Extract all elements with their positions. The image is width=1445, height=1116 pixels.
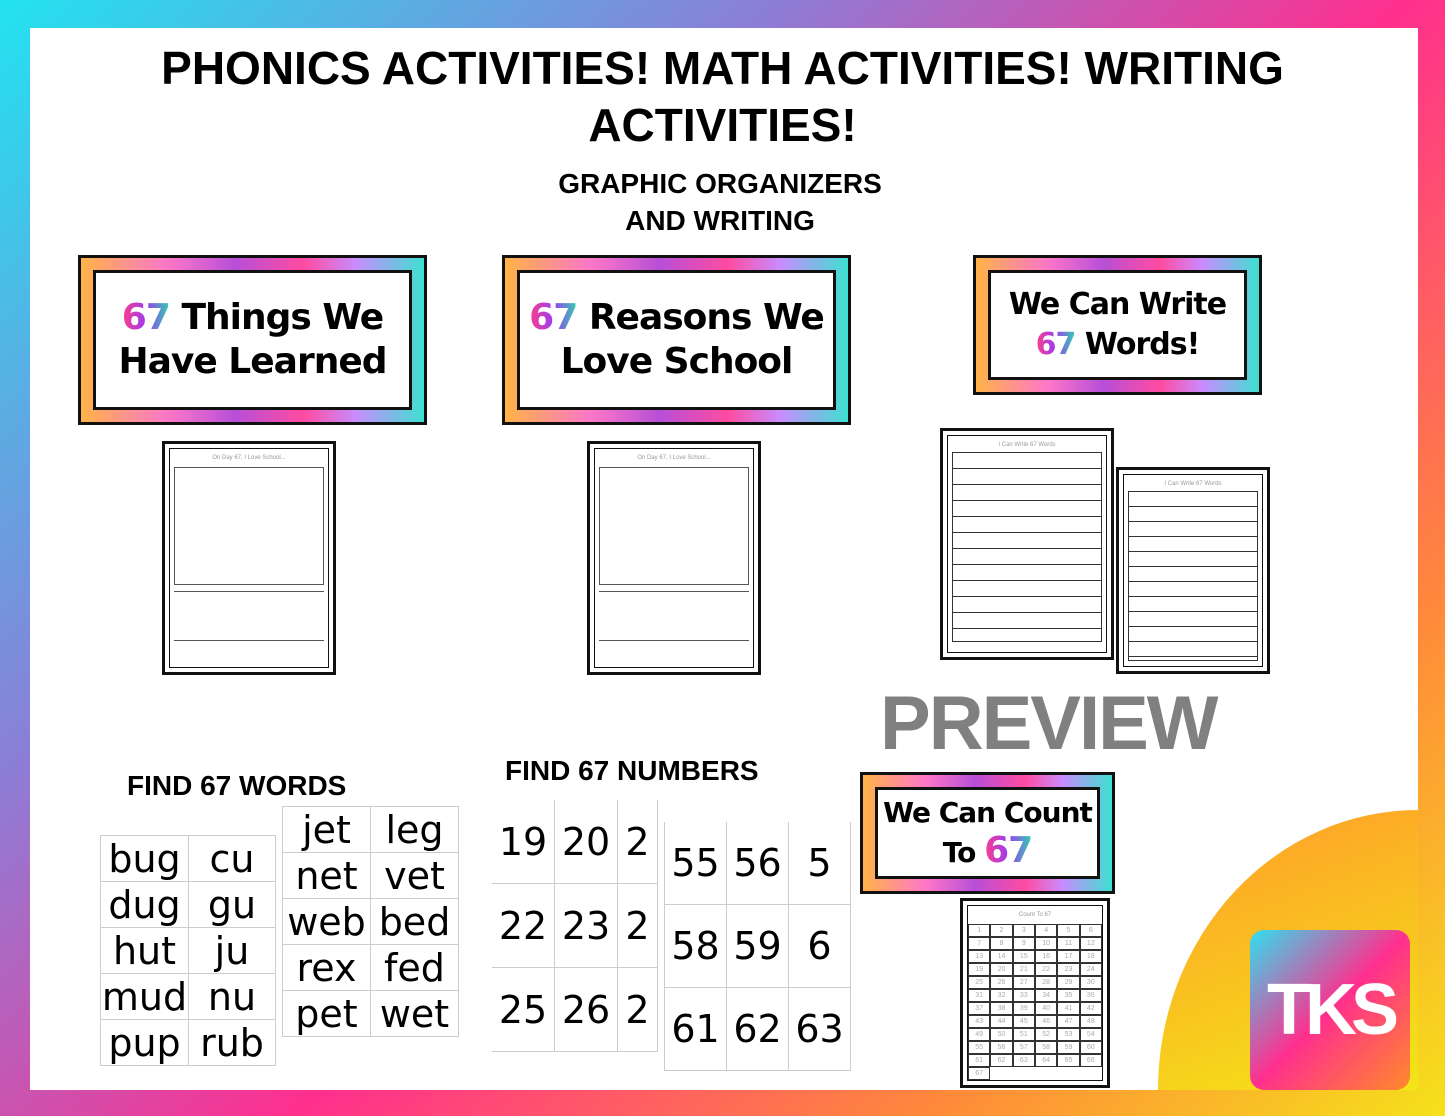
word-cards-set-1	[100, 835, 276, 1066]
worksheet-header: On Day 67, I Love School...	[637, 455, 711, 461]
card-item: 19	[492, 800, 555, 884]
banner-line-2: Have Learned	[118, 341, 387, 382]
count-cell: 12	[1080, 937, 1102, 950]
card-item: rex	[283, 945, 371, 991]
card-item: 5	[789, 822, 851, 905]
banner-line-1: We Can Count	[883, 796, 1092, 829]
count-cell: 63	[1013, 1054, 1035, 1067]
card-item: dug	[101, 882, 189, 928]
count-cell: 17	[1057, 950, 1079, 963]
card-item: 20	[555, 800, 618, 884]
worksheet-count-to-67	[960, 898, 1110, 1088]
count-cell: 23	[1057, 963, 1079, 976]
worksheet-write-words-2	[1116, 467, 1270, 674]
count-cell: 62	[990, 1054, 1012, 1067]
count-cell: 55	[968, 1041, 990, 1054]
count-cell: 47	[1057, 1015, 1079, 1028]
count-cell: 58	[1035, 1041, 1057, 1054]
count-cell: 30	[1080, 976, 1102, 989]
card-item: pup	[101, 1020, 189, 1066]
count-cell: 2	[990, 924, 1012, 937]
count-cell: 41	[1057, 1002, 1079, 1015]
count-cell: 22	[1035, 963, 1057, 976]
card-item: 23	[555, 884, 618, 968]
count-cell: 26	[990, 976, 1012, 989]
card-item: wet	[371, 991, 459, 1037]
subtitle-line-1: GRAPHIC ORGANIZERS	[558, 168, 882, 199]
card-item: 56	[727, 822, 789, 905]
worksheet-write-words-1	[940, 428, 1114, 660]
find-numbers-label: FIND 67 NUMBERS	[505, 755, 759, 786]
number-cards-set-1	[492, 800, 658, 1052]
subtitle-line-2: AND WRITING	[625, 205, 815, 236]
card-item: nu	[189, 974, 276, 1020]
count-cell: 19	[968, 963, 990, 976]
count-cell: 1	[968, 924, 990, 937]
count-cell: 65	[1057, 1054, 1079, 1067]
count-cell: 7	[968, 937, 990, 950]
count-cell: 4	[1035, 924, 1057, 937]
count-cell: 32	[990, 989, 1012, 1002]
banner-reasons-love-school	[502, 255, 851, 425]
card-item: hut	[101, 928, 189, 974]
card-item: web	[283, 899, 371, 945]
count-cell: 46	[1035, 1015, 1057, 1028]
count-cell: 44	[990, 1015, 1012, 1028]
count-cell: 38	[990, 1002, 1012, 1015]
count-cell: 42	[1080, 1002, 1102, 1015]
card-item: 55	[665, 822, 727, 905]
card-item: 26	[555, 968, 618, 1052]
card-item: gu	[189, 882, 276, 928]
count-cell: 31	[968, 989, 990, 1002]
count-cell: 6	[1080, 924, 1102, 937]
count-cell: 16	[1035, 950, 1057, 963]
count-cell: 15	[1013, 950, 1035, 963]
word-cards-set-2	[282, 806, 459, 1037]
card-item: 22	[492, 884, 555, 968]
count-cell: 40	[1035, 1002, 1057, 1015]
card-item: 2	[618, 968, 658, 1052]
count-cell: 45	[1013, 1015, 1035, 1028]
count-cell: 53	[1057, 1028, 1079, 1041]
count-cell: 37	[968, 1002, 990, 1015]
count-cell: 43	[968, 1015, 990, 1028]
card-item: jet	[283, 807, 371, 853]
banner-line-2: Words!	[1084, 327, 1200, 362]
count-cell: 54	[1080, 1028, 1102, 1041]
banner-things-learned	[78, 255, 427, 425]
card-item: vet	[371, 853, 459, 899]
worksheet-header: I Can Write 67 Words	[998, 442, 1056, 448]
banner-number: 67	[984, 830, 1033, 871]
worksheet-header: Count To 67	[1018, 912, 1052, 918]
card-item: rub	[189, 1020, 276, 1066]
number-cards-set-2	[664, 822, 851, 1071]
card-item: fed	[371, 945, 459, 991]
banner-line-1: Things We	[181, 297, 384, 338]
card-item: 62	[727, 988, 789, 1071]
count-cell: 14	[990, 950, 1012, 963]
count-cell: 5	[1057, 924, 1079, 937]
count-cell: 60	[1080, 1041, 1102, 1054]
count-cell: 33	[1013, 989, 1035, 1002]
page-title: PHONICS ACTIVITIES! MATH ACTIVITIES! WRITING ACTIVITIES!	[161, 42, 1284, 151]
card-item: ju	[189, 928, 276, 974]
worksheet-things-learned	[162, 441, 336, 675]
banner-line-2: To	[942, 836, 976, 869]
card-item: cu	[189, 836, 276, 882]
count-cell: 21	[1013, 963, 1035, 976]
card-item: 2	[618, 800, 658, 884]
count-cell: 52	[1035, 1028, 1057, 1041]
count-cell: 24	[1080, 963, 1102, 976]
card-item: 6	[789, 905, 851, 988]
count-cell: 25	[968, 976, 990, 989]
card-item: 61	[665, 988, 727, 1071]
card-item: leg	[371, 807, 459, 853]
count-cell: 50	[990, 1028, 1012, 1041]
card-item: 63	[789, 988, 851, 1071]
banner-line-1: Reasons We	[588, 297, 824, 338]
count-cell: 56	[990, 1041, 1012, 1054]
card-item: bed	[371, 899, 459, 945]
banner-number: 67	[1035, 327, 1076, 362]
card-item: 58	[665, 905, 727, 988]
count-cell: 9	[1013, 937, 1035, 950]
count-cell: 61	[968, 1054, 990, 1067]
count-cell: 67	[968, 1067, 990, 1080]
count-grid	[968, 924, 1102, 1080]
count-cell: 59	[1057, 1041, 1079, 1054]
count-cell: 11	[1057, 937, 1079, 950]
count-cell: 27	[1013, 976, 1035, 989]
card-item: mud	[101, 975, 188, 1019]
card-item: 59	[727, 905, 789, 988]
count-cell: 39	[1013, 1002, 1035, 1015]
preview-watermark: PREVIEW	[880, 681, 1217, 766]
card-item: 2	[618, 884, 658, 968]
banner-write-words	[973, 255, 1262, 395]
count-cell: 29	[1057, 976, 1079, 989]
count-cell: 8	[990, 937, 1012, 950]
count-cell: 66	[1080, 1054, 1102, 1067]
worksheet-header: On Day 67, I Love School...	[212, 455, 286, 461]
banner-line-2: Love School	[560, 341, 793, 382]
count-cell: 34	[1035, 989, 1057, 1002]
count-cell: 10	[1035, 937, 1057, 950]
count-cell: 13	[968, 950, 990, 963]
card-item: pet	[283, 991, 371, 1037]
count-cell: 57	[1013, 1041, 1035, 1054]
banner-number: 67	[529, 297, 578, 338]
card-item: net	[283, 853, 371, 899]
banner-number: 67	[121, 297, 170, 338]
count-cell: 35	[1057, 989, 1079, 1002]
tks-logo: TKS	[1250, 930, 1410, 1090]
count-cell: 28	[1035, 976, 1057, 989]
count-cell: 49	[968, 1028, 990, 1041]
card-item: 25	[492, 968, 555, 1052]
banner-line-1: We Can Write	[1008, 287, 1227, 322]
worksheet-love-school	[587, 441, 761, 675]
count-cell: 64	[1035, 1054, 1057, 1067]
count-cell: 18	[1080, 950, 1102, 963]
worksheet-header: I Can Write 67 Words	[1164, 481, 1222, 487]
card-item: bug	[101, 836, 189, 882]
banner-count-to-67	[860, 772, 1115, 894]
count-cell: 3	[1013, 924, 1035, 937]
count-cell: 51	[1013, 1028, 1035, 1041]
count-cell: 36	[1080, 989, 1102, 1002]
subtitle	[420, 165, 1020, 239]
count-cell: 48	[1080, 1015, 1102, 1028]
find-words-label: FIND 67 WORDS	[127, 770, 347, 801]
count-cell: 20	[990, 963, 1012, 976]
